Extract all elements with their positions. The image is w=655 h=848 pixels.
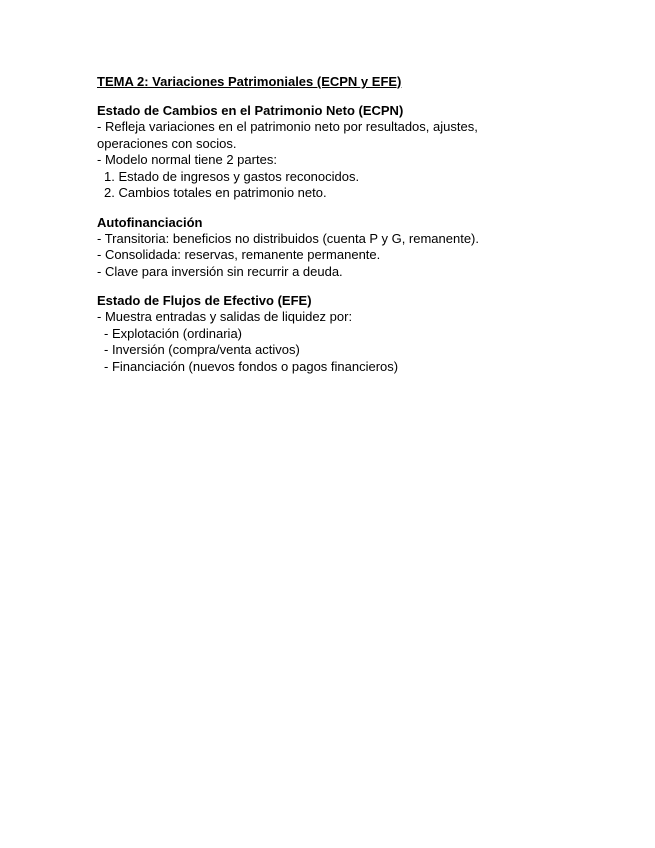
autofinanciacion-line-1: - Transitoria: beneficios no distribuidos (cuenta P y G, remanente). xyxy=(97,230,480,246)
section-efe xyxy=(97,292,615,375)
efe-line-3: - Inversión (compra/venta activos) xyxy=(104,342,300,357)
section-heading-ecpn: Estado de Cambios en el Patrimonio Neto (ECPN) xyxy=(97,103,404,118)
document-title: TEMA 2: Variaciones Patrimoniales (ECPN y EFE) xyxy=(97,74,402,89)
autofinanciacion-line-2: - Consolidada: reservas, remanente permanente. xyxy=(97,247,381,262)
ecpn-line-2: - Modelo normal tiene 2 partes: xyxy=(97,152,277,167)
section-ecpn xyxy=(97,102,615,202)
ecpn-line-1: - Refleja variaciones en el patrimonio neto por resultados, ajustes, operaciones con socios. xyxy=(97,119,478,151)
ecpn-line-3: 1. Estado de ingresos y gastos reconocidos. xyxy=(104,168,360,184)
section-heading-efe: Estado de Flujos de Efectivo (EFE) xyxy=(97,293,312,308)
ecpn-line-4: 2. Cambios totales en patrimonio neto. xyxy=(104,185,327,200)
section-heading-autofinanciacion: Autofinanciación xyxy=(97,214,203,230)
efe-line-2: - Explotación (ordinaria) xyxy=(104,325,243,341)
autofinanciacion-line-3: - Clave para inversión sin recurrir a deuda. xyxy=(97,263,343,279)
efe-line-1: - Muestra entradas y salidas de liquidez por: xyxy=(97,309,353,324)
efe-line-4: - Financiación (nuevos fondos o pagos financieros) xyxy=(104,358,399,374)
section-autofinanciacion xyxy=(97,214,615,281)
